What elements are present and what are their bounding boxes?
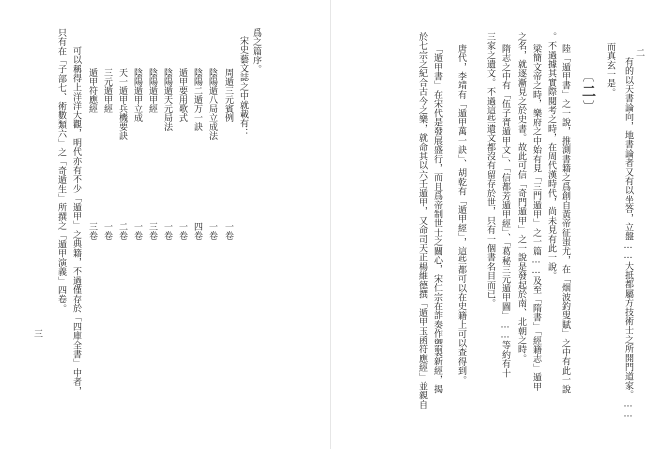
- entry-title: 周遁三元賓例: [223, 68, 233, 122]
- text-line: 之名，就逐漸見之於史書。故此可信「奇門遁甲」之一說是發起於南、北朝之時。: [516, 32, 526, 364]
- text-line: 梁簡文帝之時，樂府之中始有見「三門遁甲」之一篇……及至「隋書」「經籍志」遁甲: [531, 44, 541, 392]
- left-page: [0, 0, 330, 449]
- text-line: 。不過據其實際閱考之時，在周代漢時代，尚未見有此一說。: [546, 32, 556, 281]
- text-line: 唐代，李靖有「遁甲萬一訣」、胡乾有「遁甲經」，這些都可以在史籍上可以查得到。: [456, 44, 466, 385]
- entry-title: 三元遁甲經: [102, 68, 112, 113]
- text-line: 而真玄一是。: [605, 42, 615, 98]
- entry-count: 一卷: [162, 222, 172, 240]
- entry-title: 陰陽遁甲立成: [132, 68, 142, 122]
- text-line: 有的以天書論向，地書論者又有以坐答，立盤……大抵都屬方技術士之所開門道家。……: [623, 57, 633, 420]
- closing-line: 只有在「子部七、術數類六」之「奇遁生」所撰之「遁甲演義」四卷。: [56, 28, 66, 314]
- text-line: 陸「遁甲書」之一說，推測書籍之爲創自黃帝征蚩尤，在「烟波釣叟賦」之中有此一說: [560, 44, 570, 394]
- entry-count: 一卷: [132, 222, 142, 240]
- closing-line: 可以稱得上洋洋大觀，明代亦有不少「遁甲」之典籍，不過僅存於「四庫全書」中者，: [71, 46, 81, 396]
- entry-title: 陰陽遁天元局法: [162, 68, 172, 131]
- page-number: 三: [34, 330, 44, 340]
- entry-count: 一卷: [102, 222, 112, 240]
- intro-line: 爲之篇序。: [251, 28, 261, 74]
- text-line: 「遁甲書」在宋代是發展盛行，而且爲帝制世士之關心，宋仁宗在詐奏作禦製新經，揭: [432, 44, 442, 394]
- entry-count: 四卷: [192, 222, 202, 240]
- text-line: 於七宗之紀合古今之樂，就命其以六壬遁甲，又命司天正楊維德撰「遁甲玉函符應經」並親自: [417, 32, 427, 410]
- entry-title: 陰陽遁甲經: [147, 68, 157, 113]
- entry-count: 三卷: [147, 222, 157, 240]
- entry-count: 二卷: [117, 222, 127, 240]
- entry-count: 三卷: [87, 222, 97, 240]
- text-line: 三家之遺文。不過這些遺文都沒有留存於世，只有一個書名目而已。: [485, 32, 495, 308]
- entry-title: 遁甲要用歌式: [177, 68, 187, 122]
- text-line: 隋志之中有「伍子胥遁甲文」、「信都芳遁甲經」、「葛秘三元遁甲圖」……等約有十: [500, 44, 510, 378]
- entry-title: 陰陽二遁万一訣: [192, 68, 202, 131]
- intro-line: 宋史藝文誌之中就載有：: [238, 36, 248, 138]
- entry-title: 天一遁甲兵機要訣: [117, 68, 127, 140]
- entry-count: 一卷: [177, 222, 187, 240]
- right-page: [331, 0, 661, 449]
- page-number: 二: [636, 49, 646, 59]
- section-number: 〔二〕: [580, 70, 596, 114]
- entry-title: 遁甲符應經: [87, 68, 97, 113]
- entry-count: 一卷: [207, 222, 217, 240]
- entry-count: 一卷: [223, 222, 233, 240]
- entry-title: 陰陽遁八局立成法: [207, 68, 217, 140]
